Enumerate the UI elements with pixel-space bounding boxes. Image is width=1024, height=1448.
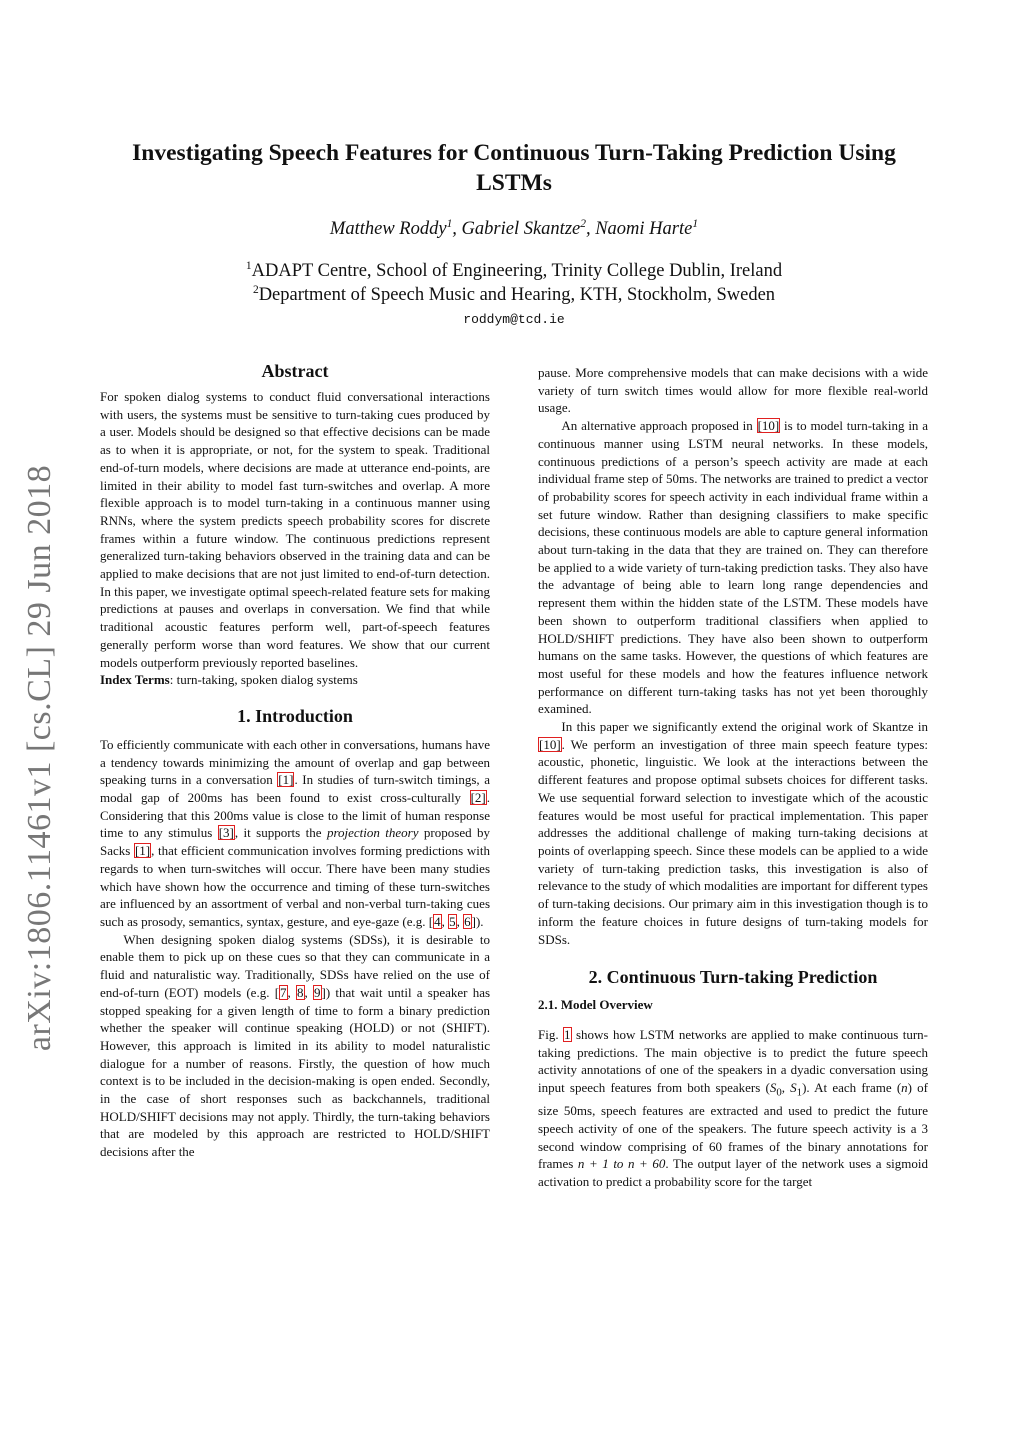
text-run: ). At each frame ( — [802, 1080, 902, 1096]
math-symbol: n — [901, 1080, 908, 1096]
citation-link[interactable]: 4 — [434, 913, 441, 929]
citation-link[interactable]: 6 — [464, 913, 471, 929]
text-run: In this paper we significantly extend the original work of Skantze in — [561, 719, 928, 735]
citation-link[interactable]: [10] — [757, 418, 780, 434]
citation-link[interactable]: 8 — [297, 984, 304, 1000]
text-run: . In studies of turn-switch timings, a modal gap of 200ms has been found to exist cross-culturally — [100, 772, 490, 806]
text-run: ) that wait until a speaker has stopped speaking for a given length of time to form a binary prediction whether the speaker will continue speaking (HOLD) or not (SHIFT). However, this approach is limited in its ability to model naturalistic dialogue for a number of reasons. Firstly, the question of how much context is to be included in the decision-making is open ended. Secondly, in the case of short responses such as backchannels, traditional HOLD/SHIFT decisions may not apply. Thirdly, the turn-taking behaviors that are modeled by this approach are restricted to HOLD/SHIFT decisions after the — [100, 984, 491, 1160]
text-run: . The output layer of the network uses a sigmoid activation to predict a probability score for the target — [538, 1156, 928, 1190]
math-subscript: 1 — [796, 1086, 803, 1099]
text-run: Fig. — [538, 1026, 564, 1042]
left-column — [100, 360, 490, 1161]
intro-heading: 1. Introduction — [237, 705, 353, 726]
math-range: n + 1 to n + 60 — [577, 1156, 666, 1172]
affil-mark: 1 — [245, 259, 252, 272]
text-run: ). — [475, 913, 484, 929]
affiliation-2 — [100, 285, 928, 306]
author-name: Naomi Harte — [595, 219, 693, 239]
author-affil-mark: 1 — [692, 217, 699, 230]
index-terms-text: : turn-taking, spoken dialog systems — [169, 672, 358, 688]
text-run: To efficiently communicate with each other in conversations, humans have a tendency towards minimizing the amount of overlap and gap between speaking turns in a conversation — [100, 736, 490, 788]
section-2-heading: 2. Continuous Turn-taking Prediction — [588, 967, 878, 988]
math-subscript: 0 — [776, 1086, 782, 1099]
intro-paragraph-2: When designing spoken dialog systems (SDSs), it is desirable to enable them to pick up on these cues so that they can communicate in a fluid and naturalistic way. Traditionally, SDSs have relied on the use of end-of-turn (EOT) models (e.g. [7, 8, 9]) that wait until a speaker has stopped speaking for a given length of time to form a binary prediction whether the speaker will continue speaking (HOLD) or not (SHIFT). However, this approach is limited in its ability to model naturalistic dialogue for a number of reasons. Firstly, the question of how much context is to be included in the decision-making is open ended. Secondly, in the case of short responses such as backchannels, traditional HOLD/SHIFT decisions may not apply. Thirdly, the turn-taking behaviors that are modeled by this approach are restricted to HOLD/SHIFT decisions after the — [100, 931, 491, 1160]
text-run: When designing spoken dialog systems (SDSs), it is desirable to enable them to pick up on these cues so that they can communicate in a fluid and naturalistic way. Traditionally, SDSs have relied on the use of end-of-turn (EOT) models (e.g. — [100, 931, 490, 1000]
math-symbol: S — [790, 1080, 797, 1096]
citation-link[interactable]: [1] — [278, 772, 294, 788]
contact-email[interactable]: roddym@tcd.ie — [463, 312, 565, 327]
arxiv-identifier: arXiv:1806.11461v1 [cs.CL] 29 Jun 2018 — [21, 464, 58, 1052]
author-affil-mark: 1 — [446, 217, 453, 230]
text-run: , — [781, 1080, 791, 1096]
citation-link[interactable]: [3] — [218, 825, 234, 841]
text-run: . Considering that this 200ms value is close to the limit of human response time to any stimulus — [100, 790, 490, 841]
right-column — [538, 364, 928, 1191]
index-terms-label: Index Terms — [100, 672, 170, 688]
math-symbol: S — [769, 1080, 777, 1096]
right-paragraph-1: pause. More comprehensive models that can make decisions with a wide variety of turn switch times would allow for more flexible real-world usage. — [538, 365, 928, 416]
model-overview-paragraph — [538, 1026, 928, 1191]
text-run: proposed by Sacks — [100, 825, 490, 859]
affil-text: Department of Speech Music and Hearing, KTH, Stockholm, Sweden — [258, 285, 776, 305]
author-affil-mark: 2 — [580, 217, 586, 230]
index-terms — [100, 671, 490, 689]
paper-title: Investigating Speech Features for Continuous Turn-Taking Prediction Using LSTMs — [132, 140, 896, 196]
citation-link[interactable]: 9 — [314, 984, 321, 1000]
author-name: Gabriel Skantze — [461, 219, 581, 239]
citation-link[interactable]: [1] — [134, 843, 151, 859]
affil-mark: 2 — [252, 283, 259, 296]
emphasis-text: projection theory — [326, 825, 419, 841]
subsection-2-1-heading: 2.1. Model Overview — [538, 997, 653, 1013]
affiliation-1 — [100, 261, 928, 282]
citation-link[interactable]: 7 — [280, 984, 287, 1000]
text-run: , that efficient communication involves forming predictions with regards to when turn-switches will occur. There have been many studies which have shown how the occurrence and timing of these turn-switches are influenced by an assortment of verbal and non-verbal turn-taking cues such as prosody, semantics, syntax, gesture, and eye-gaze (e.g. — [100, 843, 490, 929]
author-list: Matthew Roddy$^1$, Gabriel Skantze$^2$, Naomi Harte$^1$ — [329, 217, 699, 239]
citation-link[interactable]: [10] — [539, 736, 561, 752]
arxiv-side-stamp — [10, 458, 70, 1058]
affil-text: ADAPT Centre, School of Engineering, Trinity College Dublin, Ireland — [251, 261, 783, 281]
abstract-text: For spoken dialog systems to conduct fluid conversational interactions with users, the systems must be sensitive to turn-taking cues produced by a user. Models should be designed so that effective decisions can be made as to when it is appropriate, or not, for the system to speak. Traditional end-of-turn models, where decisions are made at utterance end-points, are limited in their ability to model fast turn-switches and overlap. A more flexible approach is to model turn-taking in a continuous manner using RNNs, where the system predicts speech probability scores for discrete frames within a future window. The continuous predictions represent generalized turn-taking behaviors observed in the training data and can be applied to make decisions that are not just limited to end-of-turn detection. In this paper, we investigate optimal speech-related feature sets for making predictions at pauses and overlaps in conversation. We find that while traditional acoustic features perform well, part-of-speech features generally perform worse than word features. We show that our current models outperform previously reported baselines. — [100, 389, 490, 670]
text-run: shows how LSTM networks are applied to make continuous turn-taking predictions. The main objective is to predict the future speech activity annotations of one of the speakers in a dyadic conversation using input speech features from both speakers ( — [538, 1026, 928, 1096]
text-run: is to model turn-taking in a continuous manner using LSTM neural networks. In these models, continuous predictions of a person’s speech activity are made at each individual frame step of 50ms. The networks are trained to predict a vector of probability scores for speech activity in each individual frame within a set future window. Rather than designing classifiers to make specific decisions, these continuous models are able to capture general information about turn-taking in the data that they are trained on. They can therefore be applied to a wide variety of turn-taking prediction tasks. They also have the advantage of being able to learn long range dependencies and represent them within the hidden state of the LSTM. These models have been shown to outperform traditional classifiers when applied to HOLD/SHIFT predictions. They have also been shown to outperform humans on the same tasks. However, the questions of which features are most useful for these models and how the features influence network performance on different turn-taking tasks has not yet been thoroughly examined. — [538, 418, 929, 717]
text-run: ) of size 50ms, speech features are extracted and used to predict the future speech activity of one of the speakers. The future speech activity is a 3 second window comprising of 60 frames of the binary annotations for frames — [538, 1080, 928, 1172]
abstract-heading: Abstract — [261, 361, 329, 381]
citation-link[interactable]: 5 — [449, 913, 456, 929]
author-name: Matthew Roddy — [329, 219, 447, 239]
right-paragraph-2 — [538, 417, 928, 718]
text-run: An alternative approach proposed in — [561, 418, 757, 434]
right-paragraph-3 — [538, 718, 928, 948]
citation-link[interactable]: [2] — [470, 790, 486, 806]
text-run: . We perform an investigation of three main speech feature types: acoustic, phonetic, linguistic. We look at the interactions between the different features and propose optimal subsets choices for different tasks. We use sequential forward selection to investigate which of the acoustic features would be most useful for practical implementation. This paper addresses the additional challenge of making turn-taking decisions at points of overlapping speech. Since these models can be applied to a wide variety of turn-taking prediction tasks, this investigation is also of relevance to the study of which modalities are important for different types of turn-taking decisions. Our primary aim in this investigation though is to inform the feature choices in future designs of turn-taking models for SDSs. — [538, 736, 928, 947]
intro-paragraph-1: To efficiently communicate with each other in conversations, humans have a tendency towards minimizing the amount of overlap and gap between speaking turns in a conversation [1]. In studies of turn-switch timings, a modal gap of 200ms has been found to exist cross-culturally [2]. Considering that this 200ms value is close to the limit of human response time to any stimulus [3], it supports the projection theory proposed by Sacks [1], that efficient communication involves forming predictions with regards to when turn-switches will occur. There have been many studies which have shown how the occurrence and timing of these turn-switches are influenced by an assortment of verbal and non-verbal turn-taking cues such as prosody, semantics, syntax, gesture, and eye-gaze (e.g. [4, 5, 6]). — [100, 736, 490, 929]
figure-link[interactable]: 1 — [564, 1026, 571, 1042]
text-run: , it supports the — [234, 825, 327, 841]
